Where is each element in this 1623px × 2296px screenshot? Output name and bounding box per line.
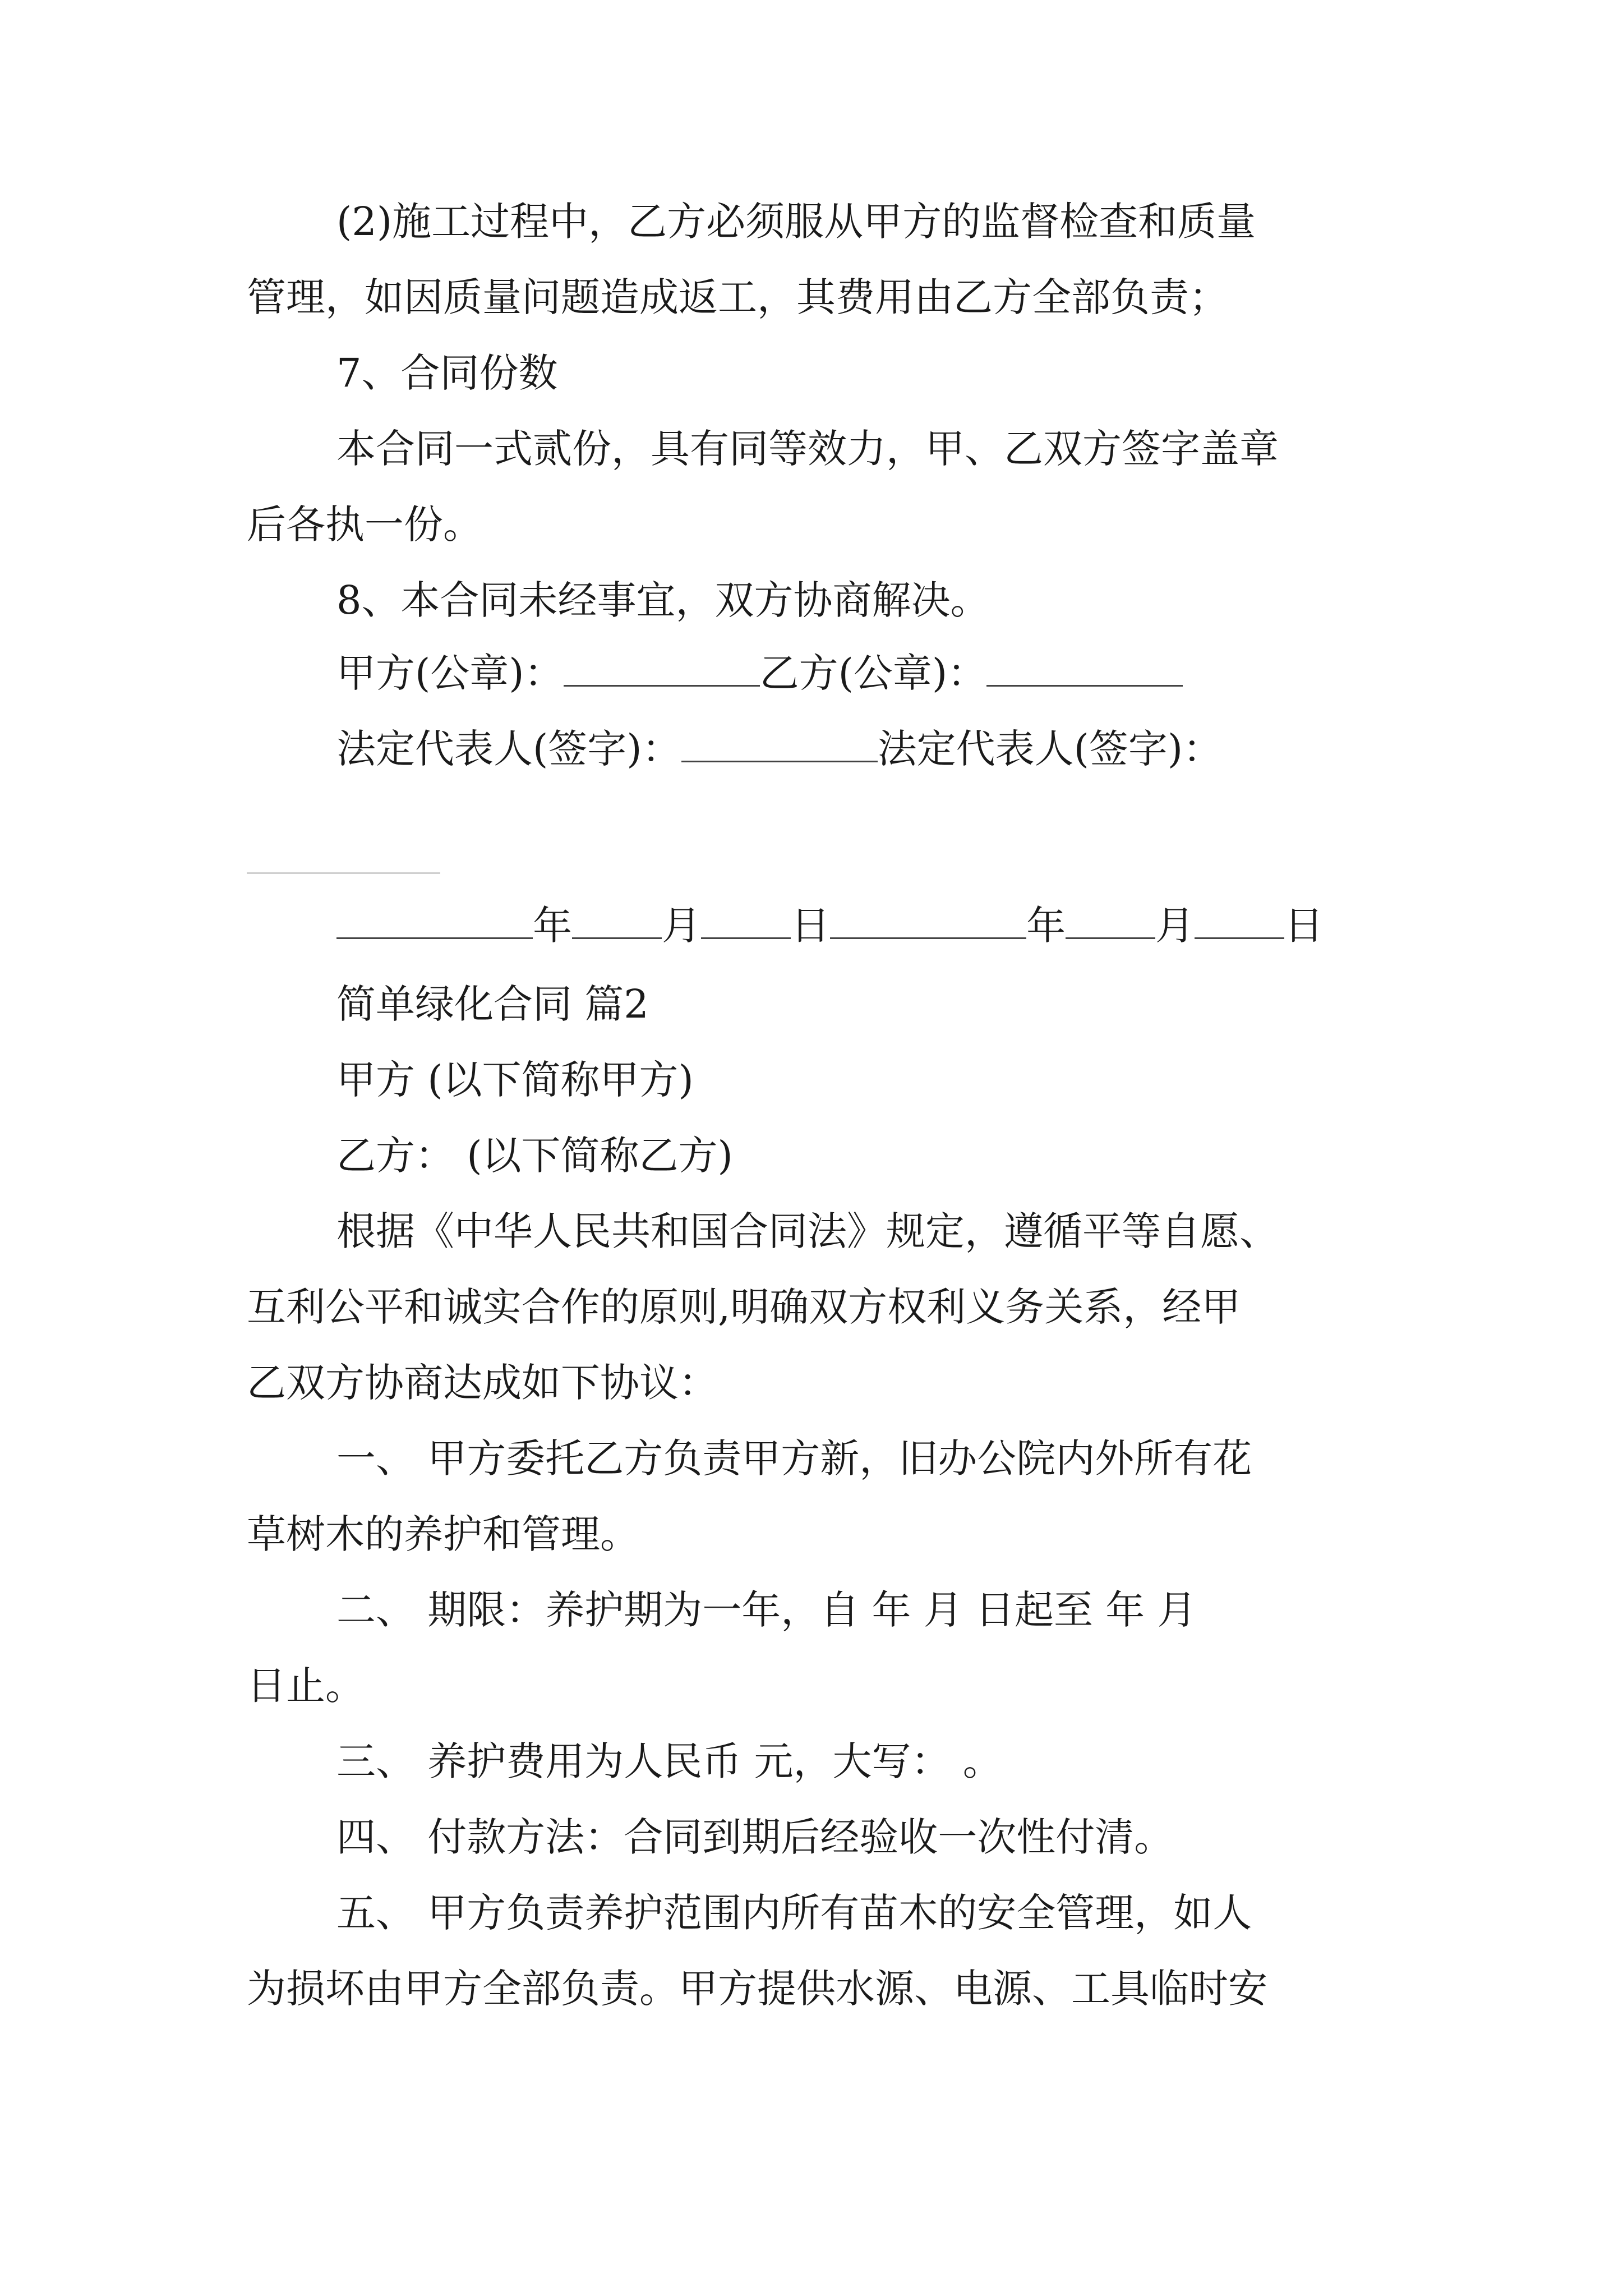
paragraph-line: 8、本合同未经事宜，双方协商解决。 bbox=[336, 577, 990, 623]
clause-line: 三、 养护费用为人民币 元，大写： 。 bbox=[336, 1738, 1002, 1784]
rep-b-blank bbox=[247, 872, 440, 874]
clause-line: 草树木的养护和管理。 bbox=[247, 1511, 639, 1557]
year-blank bbox=[830, 904, 1026, 939]
year-blank bbox=[336, 904, 533, 939]
paragraph-line: 后各执一份。 bbox=[247, 501, 482, 547]
section-heading: 7、合同份数 bbox=[336, 350, 558, 396]
day-label: 日 bbox=[791, 903, 830, 949]
month-label: 月 bbox=[1155, 903, 1195, 949]
party-seal-line bbox=[336, 645, 1183, 701]
paragraph-line: 管理，如因质量问题造成返工，其费用由乙方全部负责； bbox=[247, 274, 1228, 320]
party-b-seal-label: 乙方(公章)： bbox=[759, 650, 987, 696]
clause-line: 二、 期限：养护期为一年，自 年 月 日起至 年 月 bbox=[336, 1587, 1197, 1633]
day-blank bbox=[1195, 904, 1284, 939]
clause-line: 日止。 bbox=[247, 1663, 365, 1709]
paragraph-line: 互利公平和诚实合作的原则,明确双方权利义务关系，经甲 bbox=[247, 1284, 1241, 1330]
month-label: 月 bbox=[662, 903, 701, 949]
paragraph-line: 乙双方协商达成如下协议： bbox=[247, 1360, 718, 1406]
day-label: 日 bbox=[1284, 903, 1324, 949]
party-b-seal-blank bbox=[986, 651, 1183, 687]
day-blank bbox=[701, 904, 791, 939]
month-blank bbox=[1066, 904, 1155, 939]
paragraph-line: 根据《中华人民共和国合同法》规定，遵循平等自愿、 bbox=[336, 1208, 1279, 1254]
rep-b-label: 法定代表人(签字)： bbox=[877, 726, 1223, 772]
party-a-seal-blank bbox=[564, 651, 760, 687]
party-a-line: 甲方 (以下简称甲方) bbox=[336, 1057, 694, 1103]
rep-a-label: 法定代表人(签字)： bbox=[336, 726, 681, 772]
party-a-seal-label: 甲方(公章)： bbox=[336, 650, 564, 696]
clause-line: 为损坏由甲方全部负责。甲方提供水源、电源、工具临时安 bbox=[247, 1966, 1267, 2012]
year-label: 年 bbox=[533, 903, 572, 949]
rep-a-blank bbox=[681, 727, 878, 762]
clause-line: 四、 付款方法：合同到期后经验收一次性付清。 bbox=[336, 1814, 1174, 1860]
clause-line: 五、 甲方负责养护范围内所有苗木的安全管理，如人 bbox=[336, 1890, 1252, 1936]
date-line bbox=[336, 898, 1324, 954]
contract-title: 简单绿化合同 篇2 bbox=[336, 981, 649, 1027]
month-blank bbox=[572, 904, 662, 939]
paragraph-line: (2)施工过程中，乙方必须服从甲方的监督检查和质量 bbox=[336, 199, 1256, 245]
clause-line: 一、 甲方委托乙方负责甲方新，旧办公院内外所有花 bbox=[336, 1435, 1252, 1481]
paragraph-line: 本合同一式贰份，具有同等效力，甲、乙双方签字盖章 bbox=[336, 426, 1279, 472]
year-label: 年 bbox=[1026, 903, 1066, 949]
representative-line bbox=[336, 721, 1222, 777]
party-b-line: 乙方： (以下简称乙方) bbox=[336, 1133, 733, 1179]
